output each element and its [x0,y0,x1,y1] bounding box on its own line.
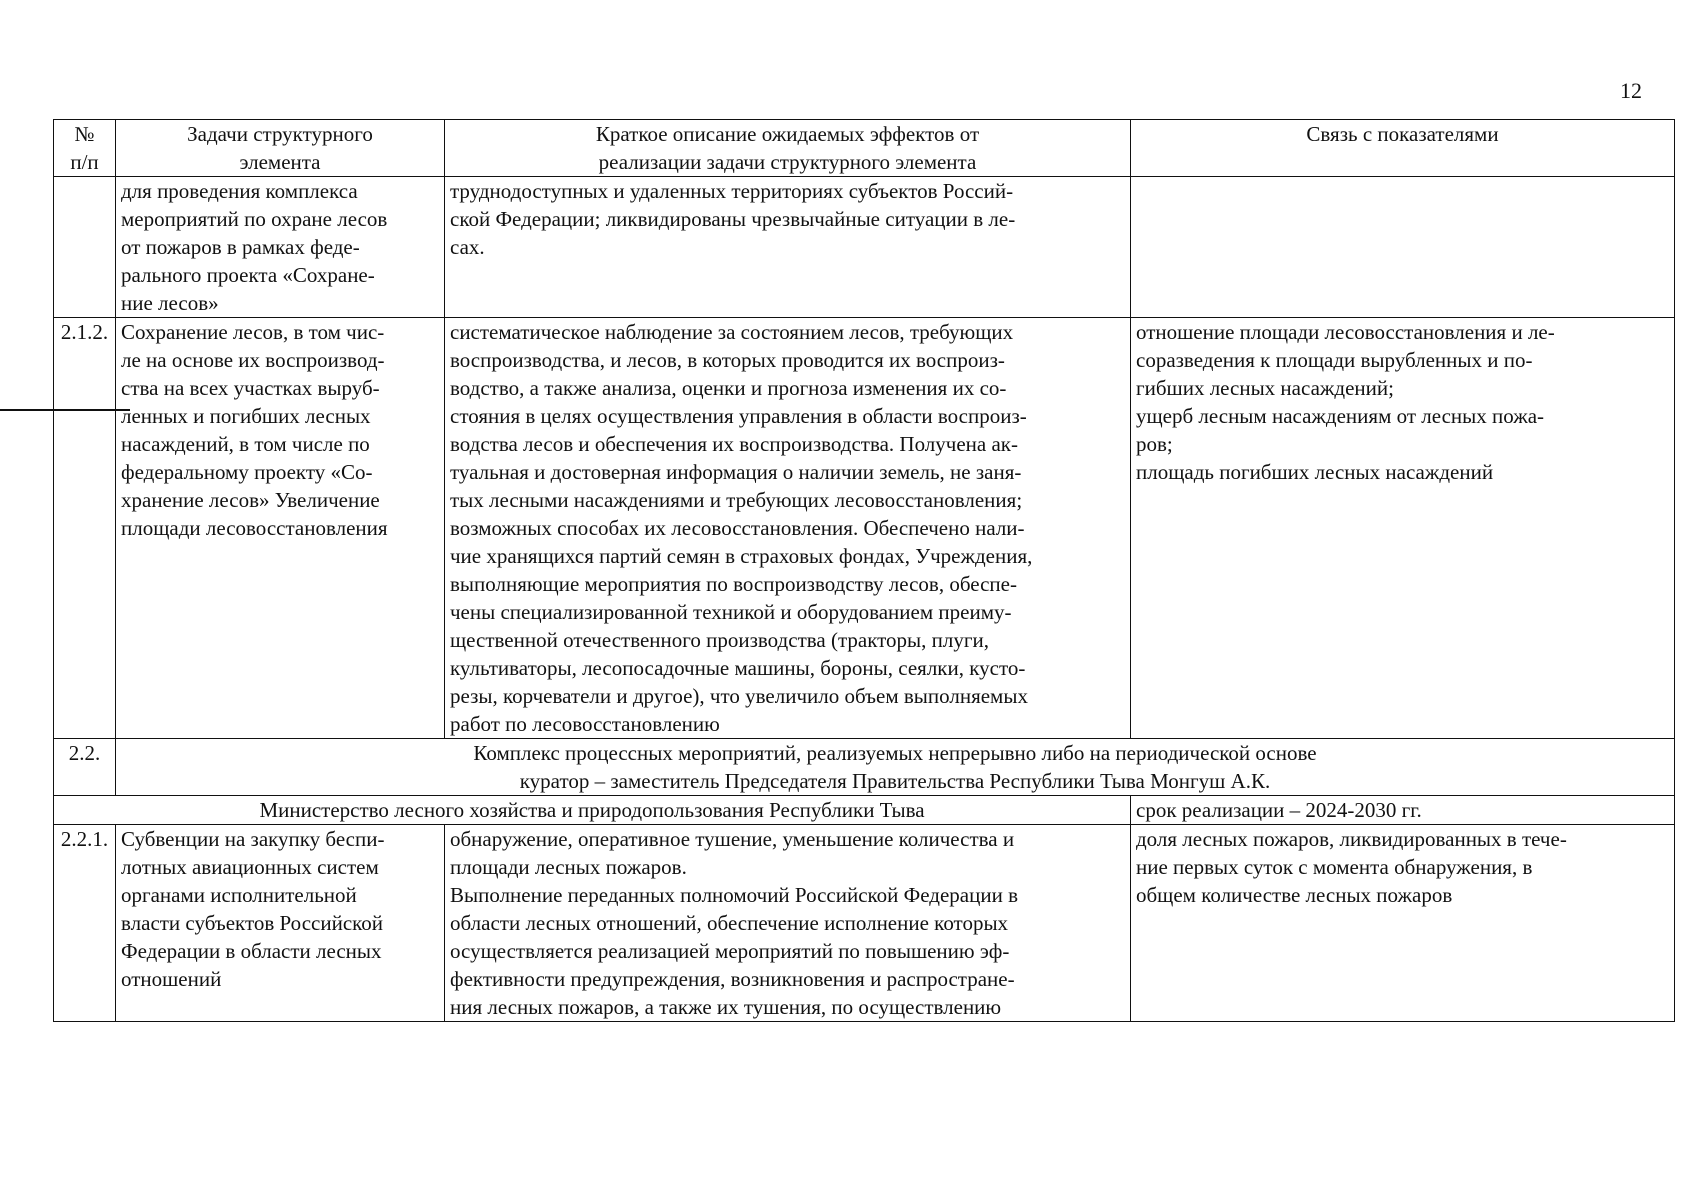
table-row [54,318,1675,739]
header-num: № п/п [54,120,116,177]
cell-description: обнаружение, оперативное тушение, уменьшение количества и площади лесных пожаров. Выполнение переданных полномочий Российской Федерации в области лесных отношений, обеспечение исполнение которых осуществляется реализацией мероприятий по повышению эф- фективности предупреждения, возникновения и распростране- ния лесных пожаров, а также их тушения, по осуществлению [445,825,1131,1022]
section-title: Комплекс процессных мероприятий, реализуемых непрерывно либо на периодической основе куратор – заместитель Председателя Правительства Республики Тыва Монгуш А.К. [116,739,1675,796]
cell-indicators: доля лесных пожаров, ликвидированных в тече- ние первых суток с момента обнаружения, в общем количестве лесных пожаров [1131,825,1675,1022]
cell-task: Субвенции на закупку беспи- лотных авиационных систем органами исполнительной власти субъектов Российской Федерации в области лесных отношений [116,825,445,1022]
header-task: Задачи структурного элемента [116,120,445,177]
header-description: Краткое описание ожидаемых эффектов от реализации задачи структурного элемента [445,120,1131,177]
cell-description: труднодоступных и удаленных территориях субъектов Россий- ской Федерации; ликвидированы чрезвычайные ситуации в ле- сах. [445,177,1131,318]
cell-description: систематическое наблюдение за состоянием лесов, требующих воспроизводства, и лесов, в которых проводится их воспроиз- водство, а также анализа, оценки и прогноза изменения их со- стояния в целях осуществления управления в области воспроиз- водства лесов и обеспечения их воспроизводства. Получена ак- туальная и достоверная информация о наличии земель, не заня- тых лесными насаждениями и требующих лесовосстановления; возможных способах их лесовосстановления. Обеспечено нали- чие хранящихся партий семян в страховых фондах, Учреждения, выполняющие мероприятия по воспроизводству лесов, обеспе- чены специализированной техникой и оборудованием преиму- щественной отечественного производства (тракторы, плуги, культиваторы, лесопосадочные машины, бороны, сеялки, кусто- резы, корчеватели и другое), что увеличило объем выполняемых работ по лесовосстановлению [445,318,1131,739]
cell-task: для проведения комплекса мероприятий по охране лесов от пожаров в рамках феде- рального проекта «Сохране- ние лесов» [116,177,445,318]
table-row-ministry [54,796,1675,825]
cell-num: 2.2. [54,739,116,796]
cell-indicators: отношение площади лесовосстановления и ле- соразведения к площади вырубленных и по- гибших лесных насаждений; ущерб лесным насаждениям от лесных пожа- ров; площадь погибших лесных насаждений [1131,318,1675,739]
table-header-row [54,120,1675,177]
table-row [54,825,1675,1022]
table-row [54,177,1675,318]
cell-num: 2.1.2. [54,318,116,739]
table-row-section [54,739,1675,796]
measures-table [53,119,1675,1022]
cell-task: Сохранение лесов, в том чис- ле на основе их воспроизвод- ства на всех участках выруб- ленных и погибших лесных насаждений, в том числе по федеральному проекту «Со- хранение лесов» Увеличение площади лесовосстановления [116,318,445,739]
cell-num [54,177,116,318]
page-number: 12 [1620,78,1642,103]
cell-indicators [1131,177,1675,318]
header-indicators: Связь с показателями [1131,120,1675,177]
cell-num: 2.2.1. [54,825,116,1022]
implementation-term: срок реализации – 2024-2030 гг. [1131,796,1675,825]
ministry-name: Министерство лесного хозяйства и природопользования Республики Тыва [54,796,1131,825]
